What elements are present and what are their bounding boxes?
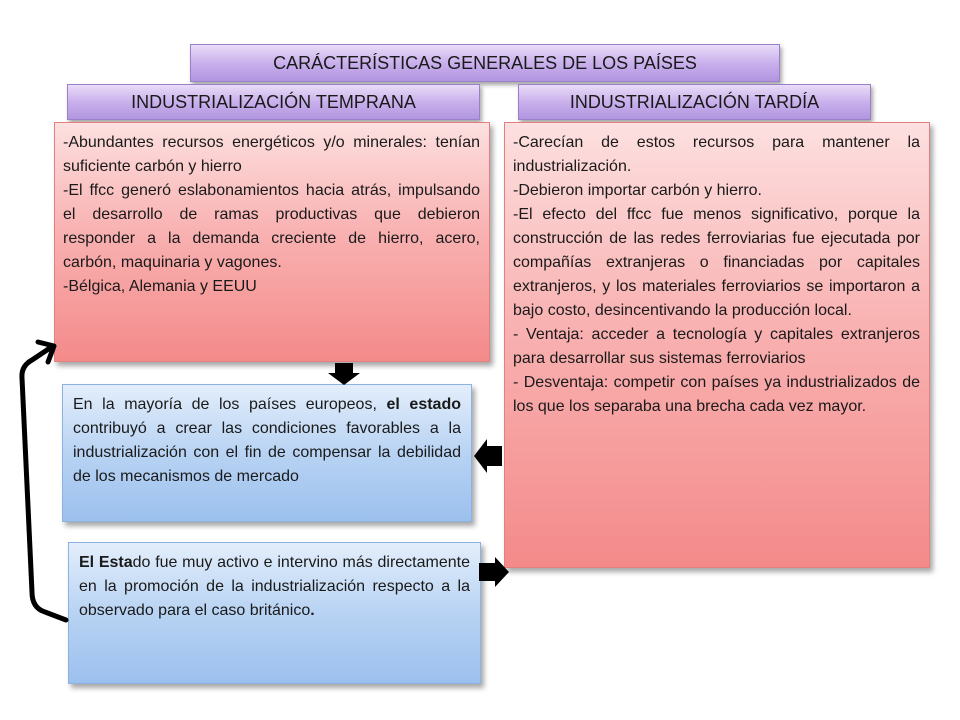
left-arrow-icon xyxy=(474,439,502,473)
late-item-2: -Debieron importar carbón y hierro. xyxy=(513,182,762,199)
early-industrialization-header xyxy=(67,84,480,120)
early-item-1: -Abundantes recursos energéticos y/o minerales: tenían suficiente carbón y hierro xyxy=(63,134,480,175)
early-header-text: INDUSTRIALIZACIÓN TEMPRANA xyxy=(131,91,416,112)
state-role-box xyxy=(62,384,472,522)
late-industrialization-header xyxy=(518,84,871,120)
late-item-1: -Carecían de estos recursos para mantener la industrialización. xyxy=(513,134,920,175)
late-item-3: -El efecto del ffcc fue menos significativo, porque la construcción de las redes ferroviarias fue ejecutada por compañías extranjeras o financiadas por capitales extranjeros, y los materiales ferroviarios se importaron a bajo costo, desincentivando la producción local. xyxy=(513,206,920,319)
early-item-3: -Bélgica, Alemania y EEUU xyxy=(63,278,257,295)
active-state-box xyxy=(68,542,481,684)
main-title xyxy=(190,44,780,82)
state-emphasis: el estado xyxy=(386,396,462,413)
state-role-text: En la mayoría de los países europeos, el estado contribuyó a crear las condiciones favorables a la industrialización con el fin de compensar la debilidad de los mecanismos de mercado xyxy=(73,396,462,485)
main-title-text: CARÁCTERÍSTICAS GENERALES DE LOS PAÍSES xyxy=(273,52,697,73)
late-industrialization-box xyxy=(504,122,930,568)
curved-feedback-arrow-icon xyxy=(22,342,66,620)
late-item-5: - Desventaja: competir con países ya industrializados de los que los separaba una brecha cada vez mayor. xyxy=(513,374,920,415)
early-industrialization-box xyxy=(54,122,490,362)
active-state-text: El Estado fue muy activo e intervino más directamente en la promoción de la industrialización respecto a la observado para el caso británico. xyxy=(79,554,470,619)
early-item-2: -El ffcc generó eslabonamientos hacia atrás, impulsando el desarrollo de ramas productivas que debieron responder a la demanda creciente de hierro, acero, carbón, maquinaria y vagones. xyxy=(63,182,480,271)
late-item-4: - Ventaja: acceder a tecnología y capitales extranjeros para desarrollar sus sistemas ferroviarios xyxy=(513,326,920,367)
down-arrow-icon xyxy=(328,363,360,385)
late-header-text: INDUSTRIALIZACIÓN TARDÍA xyxy=(569,91,820,112)
active-state-emphasis: El Esta xyxy=(79,554,133,571)
